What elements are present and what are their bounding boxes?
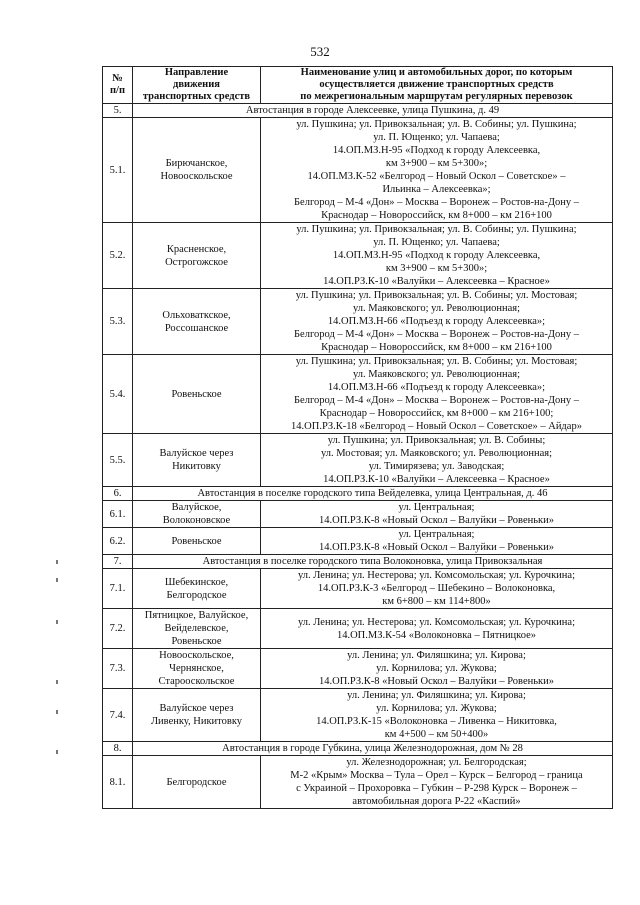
direction-line: Валуйское через bbox=[159, 703, 234, 714]
route-streets bbox=[261, 756, 613, 809]
route-row bbox=[103, 434, 613, 487]
street-line: 14.ОП.РЗ.К-8 «Новый Оскол – Валуйки – Ровеньки» bbox=[319, 515, 554, 526]
street-line: 14.ОП.МЗ.Н-95 «Подход к городу Алексеевка, bbox=[332, 145, 541, 156]
route-direction bbox=[133, 649, 261, 689]
street-line: ул. Маяковского; ул. Революционная; bbox=[353, 303, 520, 314]
route-row bbox=[103, 649, 613, 689]
street-line: Белгород – М-4 «Дон» – Москва – Воронеж – Ростов-на-Дону – bbox=[294, 197, 579, 208]
header-num: № п/п bbox=[103, 67, 133, 104]
direction-line: Новооскольское bbox=[160, 171, 233, 182]
street-line: ул. Корнилова; ул. Жукова; bbox=[376, 663, 497, 674]
route-streets bbox=[261, 289, 613, 355]
route-row bbox=[103, 289, 613, 355]
street-line: 14.ОП.МЗ.К-54 «Волоконовка – Пятницкое» bbox=[336, 629, 537, 641]
route-row bbox=[103, 528, 613, 555]
street-line: ул. Ленина; ул. Филяшкина; ул. Кирова; bbox=[347, 690, 526, 701]
street-line: ул. Пушкина; ул. Привокзальная; ул. В. Собины; ул. Пушкина; bbox=[296, 224, 577, 235]
section-row bbox=[103, 104, 613, 118]
street-line: ул. П. Ющенко; ул. Чапаева; bbox=[373, 132, 500, 143]
street-line: ул. Пушкина; ул. Привокзальная; ул. В. Собины; ул. Мостовая; bbox=[295, 356, 578, 367]
route-row bbox=[103, 501, 613, 528]
route-streets bbox=[261, 689, 613, 742]
section-title: Автостанция в поселке городского типа Волоконовка, улица Привокзальная bbox=[133, 555, 613, 569]
section-number: 5. bbox=[103, 104, 133, 118]
route-streets bbox=[261, 355, 613, 434]
route-direction bbox=[133, 689, 261, 742]
street-line: ул. Ленина; ул. Нестерова; ул. Комсомольская; ул. Курочкина; bbox=[297, 570, 575, 581]
section-number: 6. bbox=[103, 487, 133, 501]
direction-line: Ровеньское bbox=[171, 535, 222, 547]
route-streets bbox=[261, 569, 613, 609]
direction-line: Волоконовское bbox=[162, 515, 231, 526]
route-streets bbox=[261, 118, 613, 223]
street-line: ул. Пушкина; ул. Привокзальная; ул. В. Собины; ул. Мостовая; bbox=[295, 290, 578, 301]
direction-line: Ровеньское bbox=[171, 388, 222, 400]
street-line: Белгород – М-4 «Дон» – Москва – Воронеж – Ростов-на-Дону – bbox=[294, 395, 579, 406]
street-line: ул. Ленина; ул. Нестерова; ул. Комсомольская; ул. Курочкина; bbox=[297, 616, 575, 628]
route-direction bbox=[133, 501, 261, 528]
street-line: 14.ОП.РЗ.К-18 «Белгород – Новый Оскол – Советское» – Айдар» bbox=[291, 421, 582, 432]
street-line: М-2 «Крым» Москва – Тула – Орел – Курск – Белгород – граница bbox=[290, 770, 583, 781]
direction-line: Никитовку bbox=[172, 461, 221, 472]
direction-line: Валуйское, bbox=[171, 502, 222, 513]
routes-table bbox=[102, 66, 613, 809]
route-number: 5.5. bbox=[103, 434, 133, 487]
direction-line: Старооскольское bbox=[158, 676, 235, 687]
street-line: км 4+500 – км 50+400» bbox=[384, 729, 489, 740]
direction-line: Пятницкое, Валуйское, bbox=[144, 610, 249, 621]
street-line: 14.ОП.РЗ.К-10 «Валуйки – Алексеевка – Красное» bbox=[323, 474, 550, 485]
route-row bbox=[103, 223, 613, 289]
route-streets bbox=[261, 528, 613, 555]
street-line: ул. Мостовая; ул. Маяковского; ул. Революционная; bbox=[320, 448, 553, 459]
street-line: 14.ОП.МЗ.Н-66 «Подъезд к городу Алексеевка»; bbox=[327, 316, 546, 327]
route-number: 6.2. bbox=[103, 528, 133, 555]
header-direction: Направление движения транспортных средств bbox=[133, 67, 261, 104]
route-streets bbox=[261, 501, 613, 528]
section-row bbox=[103, 742, 613, 756]
street-line: 14.ОП.МЗ.Н-95 «Подход к городу Алексеевка, bbox=[332, 250, 541, 261]
route-row bbox=[103, 756, 613, 809]
route-number: 8.1. bbox=[103, 756, 133, 809]
route-row bbox=[103, 689, 613, 742]
route-direction bbox=[133, 355, 261, 434]
section-title: Автостанция в поселке городского типа Вейделевка, улица Центральная, д. 46 bbox=[133, 487, 613, 501]
section-title: Автостанция в городе Алексеевке, улица Пушкина, д. 49 bbox=[133, 104, 613, 118]
route-direction bbox=[133, 569, 261, 609]
route-row bbox=[103, 118, 613, 223]
route-number: 7.4. bbox=[103, 689, 133, 742]
route-direction bbox=[133, 434, 261, 487]
route-number: 6.1. bbox=[103, 501, 133, 528]
street-line: 14.ОП.РЗ.К-15 «Волоконовка – Ливенка – Никитовка, bbox=[316, 716, 557, 727]
direction-line: Новооскольское, bbox=[159, 650, 234, 661]
street-line: Краснодар – Новороссийск, км 8+000 – км 216+100 bbox=[321, 342, 552, 353]
route-number: 5.4. bbox=[103, 355, 133, 434]
street-line: 14.ОП.МЗ.К-52 «Белгород – Новый Оскол – Советское» – bbox=[307, 171, 566, 182]
route-row bbox=[103, 569, 613, 609]
street-line: 14.ОП.РЗ.К-8 «Новый Оскол – Валуйки – Ровеньки» bbox=[319, 542, 554, 553]
street-line: ул. Маяковского; ул. Революционная; bbox=[353, 369, 520, 380]
direction-line: Ровеньское bbox=[171, 636, 222, 647]
direction-line: Ливенку, Никитовку bbox=[150, 716, 243, 727]
direction-line: Шебекинское, bbox=[164, 576, 229, 588]
street-line: ул. Пушкина; ул. Привокзальная; ул. В. Собины; ул. Пушкина; bbox=[296, 119, 577, 130]
street-line: Ильинка – Алексеевка»; bbox=[382, 184, 491, 195]
route-number: 7.3. bbox=[103, 649, 133, 689]
street-line: км 3+900 – км 5+300»; bbox=[385, 263, 488, 274]
route-direction bbox=[133, 609, 261, 649]
direction-line: Чернянское, bbox=[169, 663, 224, 674]
scan-margin-marks bbox=[56, 560, 66, 760]
route-number: 5.2. bbox=[103, 223, 133, 289]
direction-line: Валуйское через bbox=[159, 448, 234, 459]
route-row bbox=[103, 355, 613, 434]
street-line: 14.ОП.МЗ.Н-66 «Подъезд к городу Алексеевка»; bbox=[327, 382, 546, 393]
street-line: 14.ОП.РЗ.К-3 «Белгород – Шебекино – Волоконовка, bbox=[317, 583, 556, 594]
page-number: 532 bbox=[310, 44, 330, 59]
direction-line: Россошанское bbox=[164, 322, 229, 334]
section-number: 7. bbox=[103, 555, 133, 569]
street-line: ул. Ленина; ул. Филяшкина; ул. Кирова; bbox=[347, 650, 526, 661]
street-line: ул. Центральная; bbox=[398, 502, 475, 513]
street-line: ул. Центральная; bbox=[398, 529, 475, 540]
direction-line: Белгородское bbox=[166, 589, 227, 601]
street-line: ул. Железнодорожная; ул. Белгородская; bbox=[346, 757, 527, 768]
route-direction bbox=[133, 756, 261, 809]
street-line: км 3+900 – км 5+300»; bbox=[385, 158, 488, 169]
route-streets bbox=[261, 223, 613, 289]
street-line: ул. Корнилова; ул. Жукова; bbox=[376, 703, 497, 714]
route-number: 5.3. bbox=[103, 289, 133, 355]
direction-line: Белгородское bbox=[166, 776, 227, 788]
route-direction bbox=[133, 118, 261, 223]
section-row bbox=[103, 487, 613, 501]
street-line: ул. П. Ющенко; ул. Чапаева; bbox=[373, 237, 500, 248]
table-header-row bbox=[103, 67, 613, 104]
street-line: ул. Тимирязева; ул. Заводская; bbox=[368, 461, 505, 472]
route-number: 7.1. bbox=[103, 569, 133, 609]
section-row bbox=[103, 555, 613, 569]
header-streets: Наименование улиц и автомобильных дорог, по которым осуществляется движение транспортных средств по межрегиональным маршрутам регулярных перевозок bbox=[261, 67, 613, 104]
route-row bbox=[103, 609, 613, 649]
direction-line: Красненское, bbox=[166, 243, 227, 255]
route-number: 7.2. bbox=[103, 609, 133, 649]
street-line: Краснодар – Новороссийск, км 8+000 – км 216+100 bbox=[321, 210, 552, 221]
street-line: Белгород – М-4 «Дон» – Москва – Воронеж – Ростов-на-Дону – bbox=[294, 329, 579, 340]
direction-line: Вейделевское, bbox=[164, 623, 229, 634]
table-body bbox=[103, 104, 613, 809]
route-streets bbox=[261, 609, 613, 649]
street-line: автомобильная дорога Р-22 «Каспий» bbox=[352, 796, 521, 807]
street-line: 14.ОП.РЗ.К-8 «Новый Оскол – Валуйки – Ровеньки» bbox=[319, 676, 554, 687]
route-streets bbox=[261, 434, 613, 487]
street-line: км 6+800 – км 114+800» bbox=[382, 596, 491, 607]
section-number: 8. bbox=[103, 742, 133, 756]
street-line: ул. Пушкина; ул. Привокзальная; ул. В. Собины; bbox=[327, 435, 546, 446]
direction-line: Острогожское bbox=[165, 256, 228, 268]
direction-line: Бирючанское, bbox=[165, 158, 228, 169]
direction-line: Ольховаткское, bbox=[162, 309, 231, 321]
route-direction bbox=[133, 528, 261, 555]
section-title: Автостанция в городе Губкина, улица Железнодорожная, дом № 28 bbox=[133, 742, 613, 756]
street-line: с Украиной – Прохоровка – Губкин – Р-298 Курск – Воронеж – bbox=[296, 783, 577, 794]
street-line: 14.ОП.РЗ.К-10 «Валуйки – Алексеевка – Красное» bbox=[323, 276, 550, 287]
route-number: 5.1. bbox=[103, 118, 133, 223]
route-direction bbox=[133, 289, 261, 355]
route-direction bbox=[133, 223, 261, 289]
route-streets bbox=[261, 649, 613, 689]
street-line: Краснодар – Новороссийск, км 8+000 – км 216+100; bbox=[319, 408, 554, 419]
